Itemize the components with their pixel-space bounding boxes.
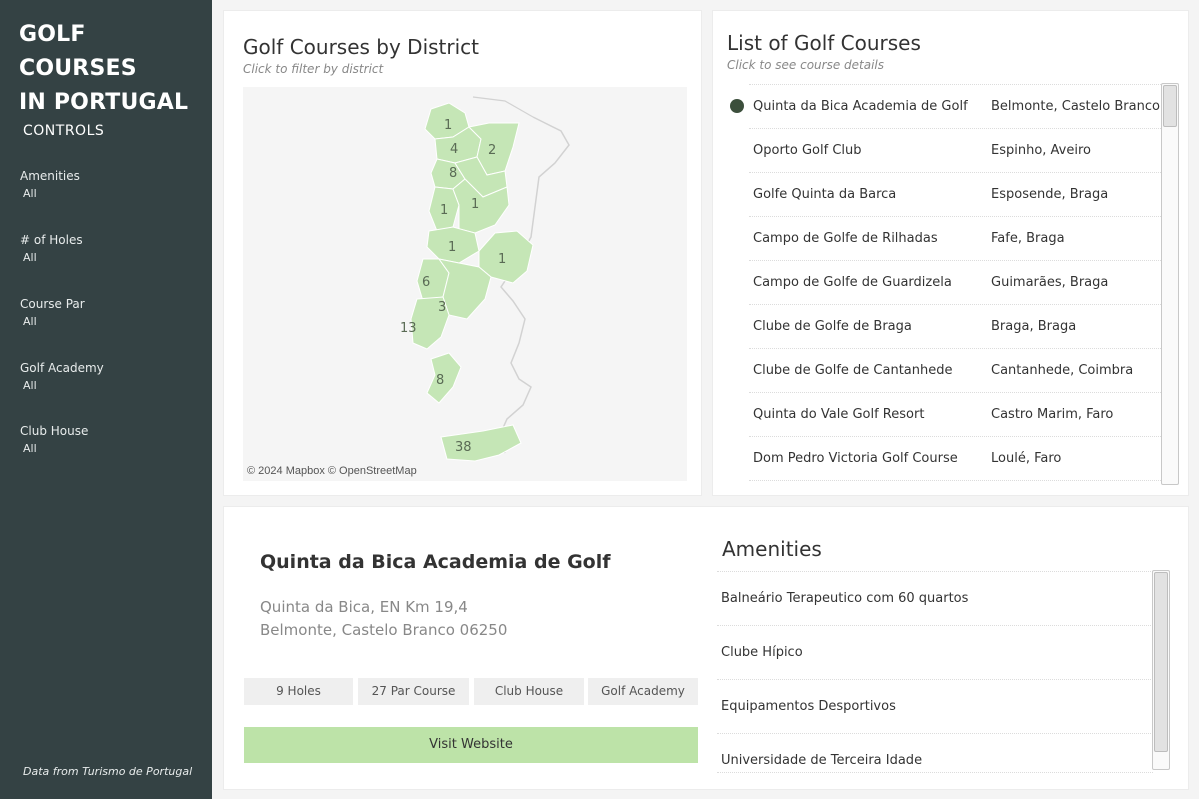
course-list-scrollbar[interactable] xyxy=(1161,83,1179,485)
spain-border xyxy=(499,117,569,453)
course-location: Braga, Braga xyxy=(991,319,1077,334)
app-title-line1: GOLF COURSES xyxy=(19,22,137,81)
course-location: Cantanhede, Coimbra xyxy=(991,363,1134,378)
course-row[interactable] xyxy=(749,260,1161,304)
district-count-setubal: 8 xyxy=(436,373,445,388)
amenities-filter-label: Amenities xyxy=(20,169,80,183)
amenity-row xyxy=(717,625,1153,679)
data-source-note: Data from Turismo de Portugal xyxy=(23,765,193,778)
course-row[interactable] xyxy=(749,480,1161,485)
district-count-lisbon: 13 xyxy=(400,321,417,336)
course-name: Dom Pedro Victoria Golf Course xyxy=(753,451,958,466)
course-row[interactable] xyxy=(749,436,1161,480)
amenity-label: Equipamentos Desportivos xyxy=(721,699,896,714)
course-list-scroll-thumb[interactable] xyxy=(1163,85,1177,127)
course-list-panel xyxy=(712,10,1189,496)
course-list xyxy=(727,81,1173,485)
holes-filter-label: # of Holes xyxy=(20,233,83,247)
course-row[interactable] xyxy=(749,128,1161,172)
amenity-row xyxy=(717,733,1153,773)
golf-academy-filter-value[interactable]: All xyxy=(23,379,37,392)
course-location: Guimarães, Braga xyxy=(991,275,1109,290)
course-par-filter-value[interactable]: All xyxy=(23,315,37,328)
course-location: Castro Marim, Faro xyxy=(991,407,1114,422)
course-name: Quinta da Bica Academia de Golf xyxy=(753,99,968,114)
district-count-porto: 8 xyxy=(449,166,458,181)
selected-course-marker xyxy=(730,99,744,113)
course-row[interactable] xyxy=(749,84,1161,128)
amenity-label: Clube Hípico xyxy=(721,645,803,660)
course-name: Quinta do Vale Golf Resort xyxy=(753,407,925,422)
course-row[interactable] xyxy=(749,392,1161,436)
course-address-line2: Belmonte, Castelo Branco 06250 xyxy=(260,621,508,639)
district-count-santarem: 3 xyxy=(438,300,447,315)
club-house-filter-label: Club House xyxy=(20,424,89,438)
course-row[interactable] xyxy=(749,216,1161,260)
district-count-faro: 38 xyxy=(455,440,472,455)
course-row[interactable] xyxy=(749,348,1161,392)
map-panel xyxy=(223,10,702,496)
holes-filter-value[interactable]: All xyxy=(23,251,37,264)
district-count-castelo-branco: 1 xyxy=(498,252,507,267)
course-location: Loulé, Faro xyxy=(991,451,1062,466)
course-location: Fafe, Braga xyxy=(991,231,1065,246)
course-name: Clube de Golfe de Braga xyxy=(753,319,912,334)
course-detail-name: Quinta da Bica Academia de Golf xyxy=(260,551,611,573)
course-row[interactable] xyxy=(749,172,1161,216)
amenities-title: Amenities xyxy=(722,537,822,561)
course-name: Clube de Golfe de Cantanhede xyxy=(753,363,953,378)
course-row[interactable] xyxy=(749,304,1161,348)
app-title-line2: IN PORTUGAL xyxy=(19,90,189,115)
amenity-label: Balneário Terapeutico com 60 quartos xyxy=(721,591,969,606)
golf-academy-filter-label: Golf Academy xyxy=(20,361,104,375)
amenity-row xyxy=(717,679,1153,733)
district-faro[interactable] xyxy=(441,425,521,461)
district-count-leiria: 6 xyxy=(422,275,431,290)
district-count-braganca: 2 xyxy=(488,143,497,158)
visit-website-button[interactable]: Visit Website xyxy=(244,727,698,763)
course-name: Campo de Golfe de Guardizela xyxy=(753,275,952,290)
northern-border xyxy=(473,97,533,117)
club-house-filter-value[interactable]: All xyxy=(23,442,37,455)
district-map[interactable] xyxy=(243,87,687,481)
holes-tag: 9 Holes xyxy=(244,678,353,705)
map-attribution: © 2024 Mapbox © OpenStreetMap xyxy=(247,465,417,477)
club-house-filter[interactable] xyxy=(20,424,190,455)
amenity-label: Universidade de Terceira Idade xyxy=(721,753,923,768)
course-location: Belmonte, Castelo Branco xyxy=(991,99,1160,114)
course-list-subtitle: Click to see course details xyxy=(727,58,885,72)
course-list-title: List of Golf Courses xyxy=(727,31,921,55)
amenities-filter[interactable] xyxy=(20,169,190,200)
district-count-braga: 4 xyxy=(450,142,459,157)
holes-filter[interactable] xyxy=(20,233,190,264)
amenity-row xyxy=(717,571,1153,625)
club-house-tag: Club House xyxy=(474,678,584,705)
course-address-line1: Quinta da Bica, EN Km 19,4 xyxy=(260,598,468,616)
course-par-filter[interactable] xyxy=(20,297,190,328)
app-title xyxy=(19,18,204,120)
course-name: Campo de Golfe de Rilhadas xyxy=(753,231,938,246)
course-name: Golfe Quinta da Barca xyxy=(753,187,897,202)
district-count-aveiro: 1 xyxy=(440,203,449,218)
map-panel-subtitle: Click to filter by district xyxy=(243,62,384,76)
course-location: Espinho, Aveiro xyxy=(991,143,1091,158)
controls-heading: CONTROLS xyxy=(23,123,105,139)
sidebar xyxy=(0,0,212,799)
district-count-viana: 1 xyxy=(444,118,453,133)
golf-academy-filter[interactable] xyxy=(20,361,190,392)
course-par-filter-label: Course Par xyxy=(20,297,85,311)
map-panel-title: Golf Courses by District xyxy=(243,35,480,59)
par-tag: 27 Par Course xyxy=(358,678,469,705)
amenities-scrollbar[interactable] xyxy=(1152,570,1170,770)
amenities-scroll-thumb[interactable] xyxy=(1154,572,1168,752)
golf-academy-tag: Golf Academy xyxy=(588,678,698,705)
district-count-viseu: 1 xyxy=(471,197,480,212)
amenities-filter-value[interactable]: All xyxy=(23,187,37,200)
course-name: Oporto Golf Club xyxy=(753,143,862,158)
course-detail-panel xyxy=(223,506,1189,790)
district-count-coimbra: 1 xyxy=(448,240,457,255)
course-location: Esposende, Braga xyxy=(991,187,1109,202)
portugal-map-svg[interactable] xyxy=(243,87,687,481)
